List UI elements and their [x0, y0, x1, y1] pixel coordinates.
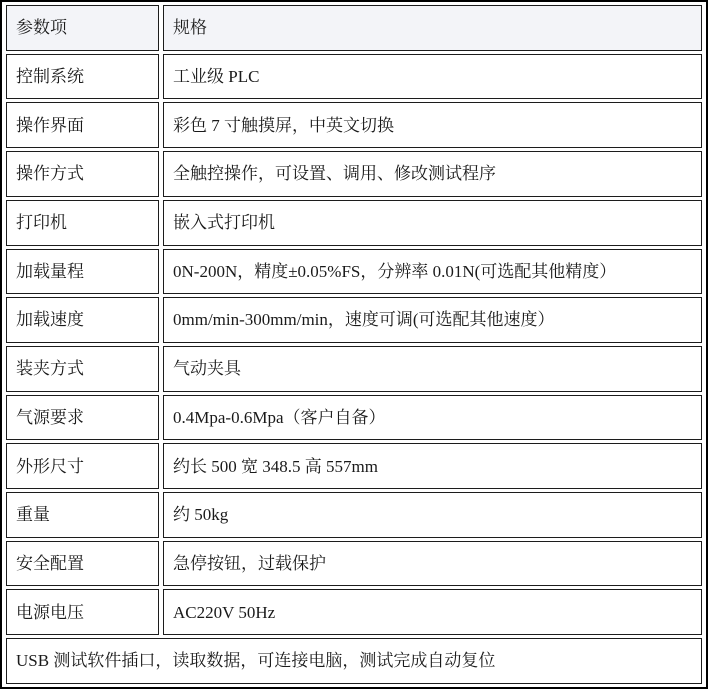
table-row — [6, 297, 702, 343]
param-cell: 装夹方式 — [6, 346, 159, 392]
table-row — [6, 492, 702, 538]
param-cell: 操作方式 — [6, 151, 159, 197]
spec-cell: 彩色 7 寸触摸屏，中英文切换 — [163, 102, 702, 148]
table-row — [6, 443, 702, 489]
spec-cell: 全触控操作，可设置、调用、修改测试程序 — [163, 151, 702, 197]
param-cell: 加载速度 — [6, 297, 159, 343]
table-row — [6, 541, 702, 587]
spec-cell: 嵌入式打印机 — [163, 200, 702, 246]
table-footer-row — [6, 638, 702, 684]
spec-cell: 急停按钮，过载保护 — [163, 541, 702, 587]
header-param-cell: 参数项 — [6, 5, 159, 51]
param-cell: 操作界面 — [6, 102, 159, 148]
spec-cell: AC220V 50Hz — [163, 589, 702, 635]
param-cell: 外形尺寸 — [6, 443, 159, 489]
param-cell: 控制系统 — [6, 54, 159, 100]
spec-cell: 气动夹具 — [163, 346, 702, 392]
spec-cell: 0mm/min-300mm/min，速度可调(可选配其他速度） — [163, 297, 702, 343]
table-row — [6, 200, 702, 246]
table-row — [6, 589, 702, 635]
param-cell: 气源要求 — [6, 395, 159, 441]
footer-note-cell: USB 测试软件插口，读取数据，可连接电脑，测试完成自动复位 — [6, 638, 702, 684]
param-cell: 打印机 — [6, 200, 159, 246]
param-cell: 重量 — [6, 492, 159, 538]
spec-cell: 工业级 PLC — [163, 54, 702, 100]
table-row — [6, 102, 702, 148]
table-row — [6, 346, 702, 392]
param-cell: 安全配置 — [6, 541, 159, 587]
spec-cell: 约长 500 宽 348.5 高 557mm — [163, 443, 702, 489]
spec-cell: 约 50kg — [163, 492, 702, 538]
table-row — [6, 395, 702, 441]
header-spec-cell: 规格 — [163, 5, 702, 51]
table-header-row — [6, 5, 702, 51]
table-row — [6, 151, 702, 197]
table-row — [6, 249, 702, 295]
param-cell: 加载量程 — [6, 249, 159, 295]
spec-cell: 0N-200N，精度±0.05%FS，分辨率 0.01N(可选配其他精度） — [163, 249, 702, 295]
param-cell: 电源电压 — [6, 589, 159, 635]
spec-cell: 0.4Mpa-0.6Mpa（客户自备） — [163, 395, 702, 441]
table-row — [6, 54, 702, 100]
